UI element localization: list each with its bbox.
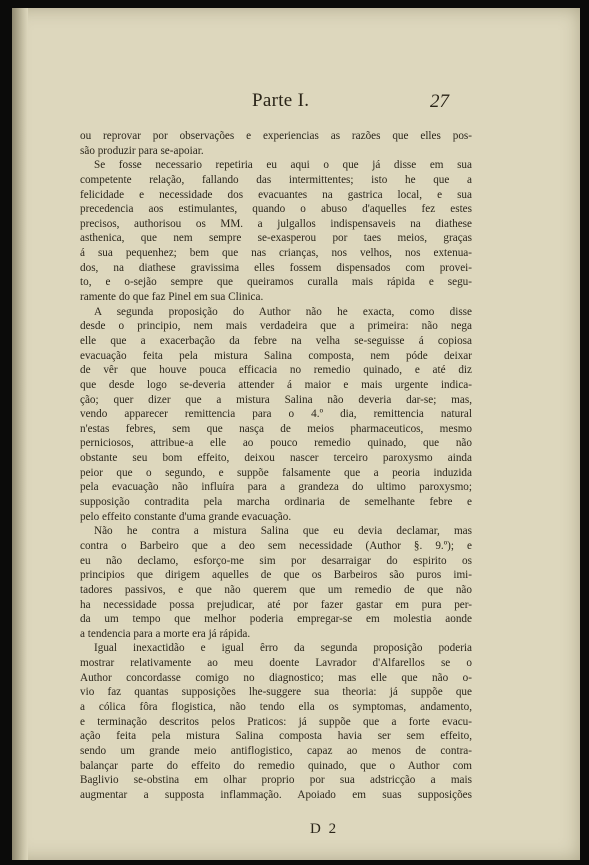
text-line: ou reprovar por observações e experiencias as razões que elles pos- [80, 130, 472, 142]
text-line: to, e o-sejão sempre que queiramos curalla mais rápida e segu- [80, 276, 472, 289]
text-line: são produzir para se-apoiar. [80, 144, 204, 157]
text-line: balançar parte do effeito do remedio quinado, que o Author com [80, 759, 472, 772]
text-line: Se fosse necessario repetiria eu aqui o que já disse em sua [94, 159, 472, 172]
text-line: vio faz quantas supposições lhe-suggere sua theoria: já suppõe que [80, 686, 472, 699]
text-line: competente relação, fallando das intermittentes; isto he que a [80, 173, 472, 186]
text-line: ação feita pela mistura Salina composta havia ser sem effeito, [80, 730, 472, 743]
text-line: pela evacuação não influíra para a grandeza do ultimo paroxysmo; [80, 481, 472, 494]
page-header [12, 90, 580, 120]
text-line: Author concordasse comigo no diagnostico; mas elle que não o- [80, 671, 472, 684]
text-line: que desde logo se-deveria attender á maior e mais urgente indica- [80, 378, 472, 391]
text-line: sendo um grande meio antiflogistico, capaz ao menos de contra- [80, 744, 472, 757]
text-line: felicidade e necessidade dos evacuantes na gastrica local, e sua [80, 188, 472, 201]
text-line: supposição contradita pela marcha ordinaria de semelhante febre e [80, 496, 472, 509]
text-line: a cólica fôra flogistica, não tendo ella os symptomas, andamento, [80, 700, 472, 713]
text-line: á sua pequenhez; bem que nas crianças, nos velhos, nos extenua- [80, 247, 472, 260]
text-line: obstante seu bom effeito, deixou nascer terceiro paroxysmo ainda [80, 452, 472, 465]
text-line: e terminação descritos pelos Praticos: já suppõe que a forte evacu- [80, 715, 472, 728]
text-line: ramente do que faz Pinel em sua Clinica. [80, 291, 264, 304]
text-line: n'estas febres, sem que nasça de meios pharmaceuticos, mesmo [80, 422, 472, 435]
signature-mark: D 2 [310, 821, 339, 837]
text-line: Baglivio se-obstina em olhar proprio por sua adstricção a mais [80, 774, 472, 787]
book-page [12, 8, 580, 860]
text-line: Igual inexactidão e igual êrro da segunda proposição poderia [94, 642, 472, 655]
page-gutter-shadow [12, 8, 28, 860]
text-line: elle que a exacerbação da febre na velha se-seguisse á copiosa [80, 334, 472, 347]
text-line: a tendencia para a morte era já rápida. [80, 627, 251, 640]
text-line: principios que dirigem aquelles de que os Barbeiros são puros imi- [80, 569, 472, 582]
text-line: precisos, authorisou os MM. a julgallos indispensaveis na diathese [80, 217, 472, 230]
text-line: ção; quer dizer que a mistura Salina não deveria dar-se; mas, [80, 393, 472, 406]
text-line: peior que o segundo, e suppõe falsamente que a peoria induzida [80, 466, 472, 479]
text-line: dos, na diathese gravissima elles fossem dispensados com provei- [80, 261, 472, 274]
page-number: 27 [430, 91, 449, 112]
text-line: contra o Barbeiro que a deo sem necessidade (Author §. 9.º); e [80, 539, 472, 552]
text-line: Não he contra a mistura Salina que eu devia declamar, mas [94, 525, 472, 538]
text-line: da um tempo que melhor poderia empregar-se em molestia aonde [80, 613, 472, 626]
text-line: augmentar a supposta inflammação. Apoiado em suas supposições [80, 788, 472, 801]
text-line: precedencia aos estimulantes, quando o abuso d'aquelles fez estes [80, 203, 472, 216]
text-line: pelo effeito constante d'uma grande evacuação. [80, 510, 292, 523]
text-line: asthenica, que nem sempre se-exasperou por taes meios, graças [80, 232, 472, 245]
running-title: Parte I. [252, 90, 310, 111]
text-line: A segunda proposição do Author não he exacta, como disse [94, 305, 472, 318]
text-line: perniciosos, attribue-a elle ao pouco remedio quinado, que não [80, 437, 472, 450]
text-line: ha necessidade possa prejudicar, até por fazer gastar em pura per- [80, 598, 472, 611]
text-line: eu não declamo, esforço-me sim por desarraigar do espirito os [80, 554, 472, 567]
text-line: tadores passivos, e que não querem que um remedio de que não [80, 583, 472, 596]
text-line: vendo apparecer remittencia para o 4.º dia, remittencia natural [80, 408, 472, 421]
text-line: desde o principio, nem mais verdadeira que a primeira: não nega [80, 320, 472, 333]
text-line: de vêr que houve pouca efficacia no remedio quinado, e até diz [80, 364, 472, 377]
body-text [80, 129, 472, 802]
text-line: mostrar relativamente ao meu doente Lavrador d'Alfarellos se o [80, 657, 472, 670]
text-line: evacuação feita pela mistura Salina composta, nem póde deixar [80, 349, 472, 362]
